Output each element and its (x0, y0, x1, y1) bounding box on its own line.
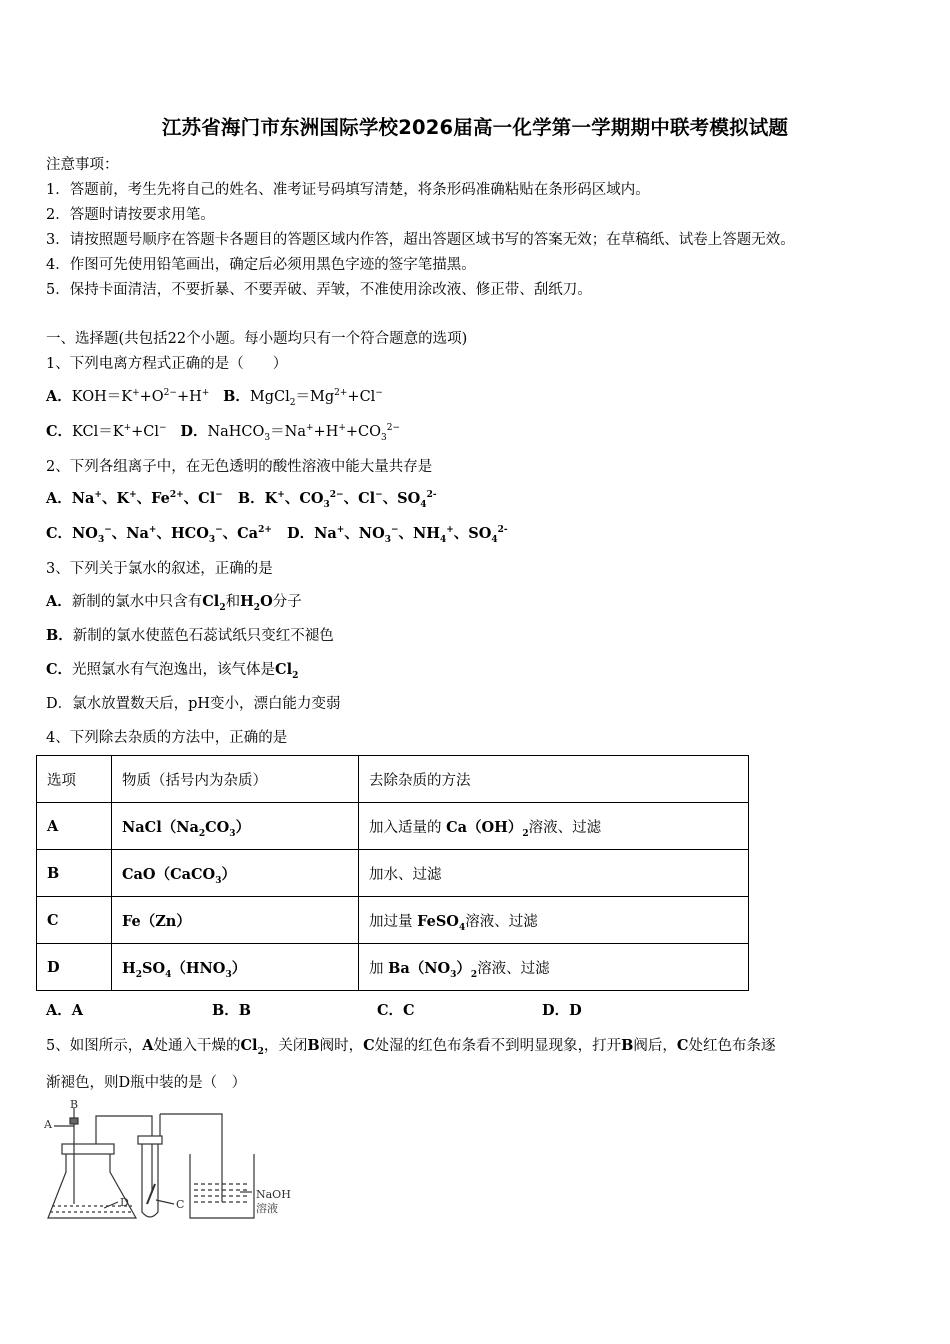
table-row (37, 803, 749, 850)
apparatus-figure (44, 1100, 294, 1228)
q4-stem: 4、下列除去杂质的方法中，正确的是 (46, 730, 288, 746)
notice-item-5: 5．保持卡面清洁，不要折暴、不要弄破、弄皱，不准使用涂改液、修正带、刮纸刀。 (46, 282, 592, 298)
label-solution: 溶液 (256, 1202, 278, 1215)
table-cell: 加水、过滤 (359, 850, 749, 897)
q4-choice-a: A．A (46, 1002, 84, 1019)
q3-option-d: D．氯水放置数天后，pH变小，漂白能力变弱 (46, 696, 341, 712)
table-header-cell: 去除杂质的方法 (359, 756, 749, 803)
table-cell: $H_2SO_4(HNO_3)$ (112, 944, 359, 991)
outlet-tube (160, 1114, 222, 1202)
table-cell: D (37, 944, 112, 991)
test-tube (142, 1140, 158, 1217)
table-cell: $NaCl(Na_2CO_3)$ (112, 803, 359, 850)
table-row (37, 850, 749, 897)
label-d: D (120, 1196, 129, 1209)
q1-options-cd: C．KCl＝K++Cl− D．$NaHCO_3=Na^++H^++CO_3^{2-}$ (46, 423, 401, 443)
q1-option-a-label: A． (46, 388, 72, 405)
inlet-tube-a (54, 1126, 74, 1204)
label-b: B (70, 1100, 79, 1111)
q1-option-d-label: D． (180, 423, 208, 440)
q3-option-c: C．光照氯水有气泡逸出，该气体是$Cl_2$ (46, 661, 299, 681)
label-naoh: NaOH (256, 1188, 291, 1201)
table-header-cell: 选项 (37, 756, 112, 803)
q3-option-b: B．新制的氯水使蓝色石蕊试纸只变红不褪色 (46, 627, 334, 644)
table-cell: B (37, 850, 112, 897)
table-cell: CaO（CaCO$_3$） (112, 850, 359, 897)
notice-heading: 注意事项： (46, 157, 119, 173)
table-cell: Fe（Zn） (112, 897, 359, 944)
q3-stem: 3、下列关于氯水的叙述，正确的是 (46, 561, 273, 577)
q1-options-ab: A．$KOH=K^++O^{2-}+H^+$ B．$MgCl_2=Mg^{2+}+Cl^-$ (46, 388, 383, 408)
table-cell: C (37, 897, 112, 944)
q2-stem: 2、下列各组离子中，在无色透明的酸性溶液中能大量共存是 (46, 459, 433, 475)
table-header-row (37, 756, 749, 803)
q4-choice-b: B．B (212, 1002, 252, 1019)
section-heading: 一、选择题(共包括22个小题。每小题均只有一个符合题意的选项) (46, 331, 468, 347)
label-c: C (176, 1198, 185, 1211)
test-tube-stopper (138, 1136, 162, 1144)
table-cell: 加过量 FeSO$_4$溶液、过滤 (359, 897, 749, 944)
q5-stem-line1: 5、如图所示，A处通入干燥的$Cl_2$，关闭B阀时，C处湿的红色布条看不到明显现象，打开B阀后，C处红色布条逐 (46, 1037, 776, 1057)
notice-item-3: 3．请按照题号顺序在答题卡各题目的答题区域内作答，超出答题区域书写的答案无效；在草稿纸、试卷上答题无效。 (46, 232, 795, 248)
notice-item-1: 1．答题前，考生先将自己的姓名、准考证号码填写清楚，将条形码准确粘贴在条形码区域内。 (46, 182, 650, 198)
table-cell: A (37, 803, 112, 850)
red-cloth-strip (147, 1184, 155, 1204)
q4-choice-d: D．D (542, 1002, 582, 1019)
q4-table (36, 755, 749, 991)
q5-stem-line2: 渐褪色，则D瓶中装的是（ ） (46, 1075, 247, 1091)
table-row (37, 944, 749, 991)
q1-option-b-label: B． (223, 388, 250, 405)
q4-choice-c: C．C (377, 1002, 415, 1019)
label-a: A (44, 1118, 52, 1131)
notice-item-4: 4．作图可先使用铅笔画出，确定后必须用黑色字迹的签字笔描黑。 (46, 257, 476, 273)
table-cell: 加入适量的 $Ca(OH)_2$溶液、过滤 (359, 803, 749, 850)
q2-options-cd: C．$NO_3^-$、Na+、$HCO_3^-$、$Ca^{2+}$ D．Na+、$NO_3^-$、$NH_4^+$、$SO_4^{2-}$ (46, 525, 508, 545)
valve-b (70, 1118, 78, 1124)
q1-stem: 1、下列电离方程式正确的是（ ） (46, 356, 288, 372)
table-cell: 加 $Ba(NO_3)_2$溶液、过滤 (359, 944, 749, 991)
flask-stopper (62, 1144, 114, 1154)
q2-options-ab: A．Na+、K+、$Fe^{2+}$、Cl− B．K+、$CO_3^{2-}$、Cl−、$SO_4^{2-}$ (46, 490, 437, 510)
table-header-cell: 物质（括号内为杂质） (112, 756, 359, 803)
page-title: 江苏省海门市东洲国际学校2026届高一化学第一学期期中联考模拟试题 (161, 116, 789, 139)
table-row (37, 897, 749, 944)
notice-item-2: 2．答题时请按要求用笔。 (46, 207, 215, 223)
q3-option-a: A．新制的氯水中只含有$Cl_2$和$H_2O$分子 (46, 593, 302, 613)
q1-option-c-label: C． (46, 423, 73, 440)
